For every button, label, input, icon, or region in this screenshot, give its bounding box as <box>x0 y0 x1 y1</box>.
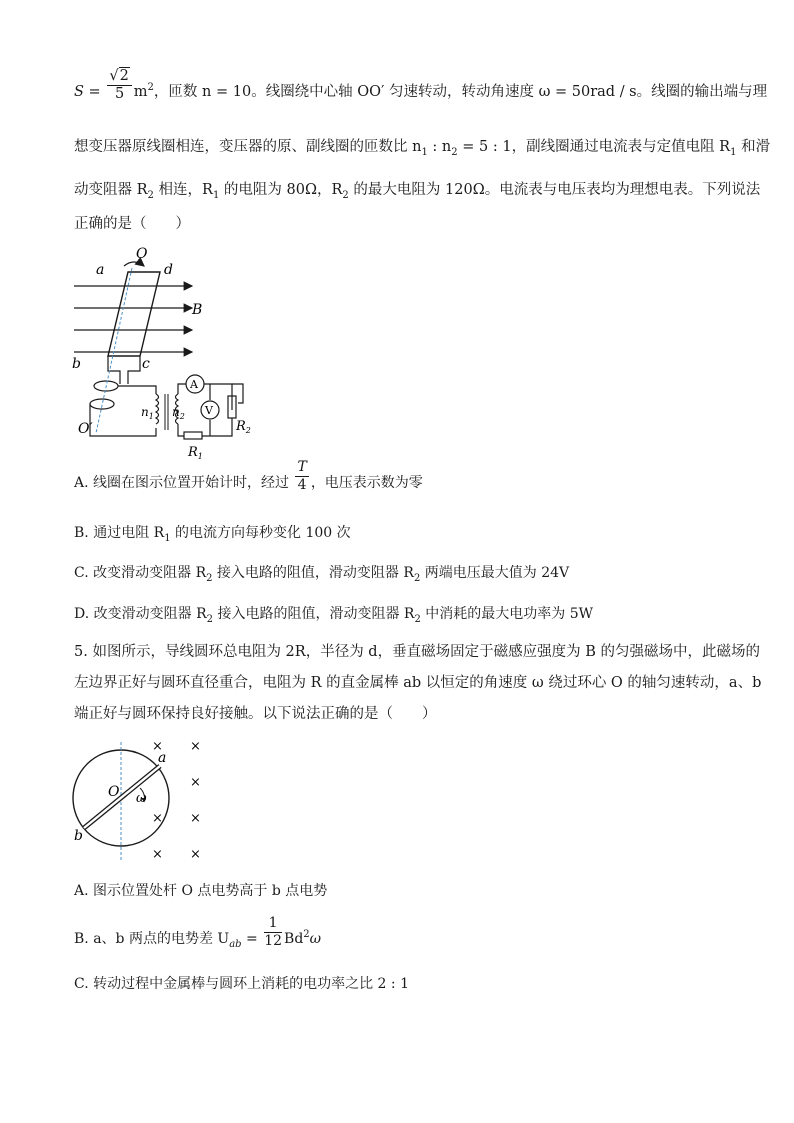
label-c: c <box>142 356 150 372</box>
q4-line-1: S = $\frac{√2}{5}$ $m^2$，匝数 n = 10。线圈绕中心轴 OO′ 匀速转动，转动角速度 ω = 50rad / s。线圈的输出端与理 <box>74 67 768 102</box>
svg-text:×: × <box>190 775 201 790</box>
svg-text:ω: ω <box>136 791 147 806</box>
q5-line-2: 左边界正好与圆环直径重合，电阻为 R 的直金属棒 ab 以恒定的角速度 ω 绕过环心 O 的轴匀速转动，a、b <box>74 675 762 691</box>
label-O-prime: O′ <box>78 421 93 437</box>
generator-circuit-figure <box>68 238 268 463</box>
svg-text:R1: $R_1$ <box>188 445 203 461</box>
svg-text:×: × <box>190 739 201 754</box>
label-B: B <box>192 302 203 318</box>
q5-option-b: B. a、b 两点的电势差 $U_{ab}$ = $\frac{1}{12}$ Bd$^2$ω <box>74 914 322 950</box>
ring-rod-figure <box>68 736 218 866</box>
q4-option-a: A. 线圈在图示位置开始计时，经过 $\frac{T}{4}$ ，电压表示数为零 <box>74 458 423 493</box>
q5-line-3: 端正好与圆环保持良好接触。以下说法正确的是（ ） <box>74 706 437 722</box>
label-a: a <box>96 262 105 278</box>
svg-text:×: × <box>190 811 201 826</box>
svg-text:a: a <box>158 750 167 766</box>
q5-option-c: C. 转动过程中金属棒与圆环上消耗的电功率之比 2 : 1 <box>74 976 409 992</box>
svg-text:O: O <box>108 784 120 800</box>
svg-text:R2: $R_2$ <box>236 419 251 435</box>
q5-line-1: 5. 如图所示，导线圆环总电阻为 2R，半径为 d，垂直磁场固定于磁感应强度为 B 的匀强磁场中，此磁场的 <box>74 644 760 660</box>
svg-text:n2: $n_2$ <box>172 405 185 421</box>
svg-text:×: × <box>190 847 201 862</box>
svg-text:n1: $n_1$ <box>141 405 154 421</box>
svg-text:×: × <box>152 847 163 862</box>
q4-line-4: 正确的是（ ） <box>74 216 190 232</box>
label-b: b <box>72 356 81 372</box>
q5-option-a: A. 图示位置处杆 O 点电势高于 b 点电势 <box>74 883 328 899</box>
q4-line-3: 动变阻器 $R_2$ 相连，$R_1$ 的电阻为 80Ω，$R_2$ 的最大电阻为 120Ω。电流表与电压表均为理想电表。下列说法 <box>74 182 761 201</box>
area-fraction: $\frac{√2}{5}$ <box>107 68 131 103</box>
svg-text:×: × <box>152 811 163 826</box>
q4-option-d: D. 改变滑动变阻器 $R_2$ 接入电路的阻值，滑动变阻器 $R_2$ 中消耗的最大电功率为 5W <box>74 606 594 625</box>
label-O: O <box>136 246 148 262</box>
svg-text:×: × <box>152 739 163 754</box>
q4-option-b: B. 通过电阻 $R_1$ 的电流方向每秒变化 100 次 <box>74 525 351 544</box>
q4-line-2: 想变压器原线圈相连，变压器的原、副线圈的匝数比 $n_1$ : $n_2 = 5$ : 1，副线圈通过电流表与定值电阻 $R_1$ 和滑 <box>74 139 771 158</box>
q4-option-c: C. 改变滑动变阻器 $R_2$ 接入电路的阻值，滑动变阻器 $R_2$ 两端电压最大值为 24V <box>74 565 570 584</box>
ammeter-label: A <box>190 378 198 391</box>
label-d: d <box>164 262 173 278</box>
svg-text:b: b <box>74 828 83 844</box>
voltmeter-label: V <box>205 404 213 417</box>
